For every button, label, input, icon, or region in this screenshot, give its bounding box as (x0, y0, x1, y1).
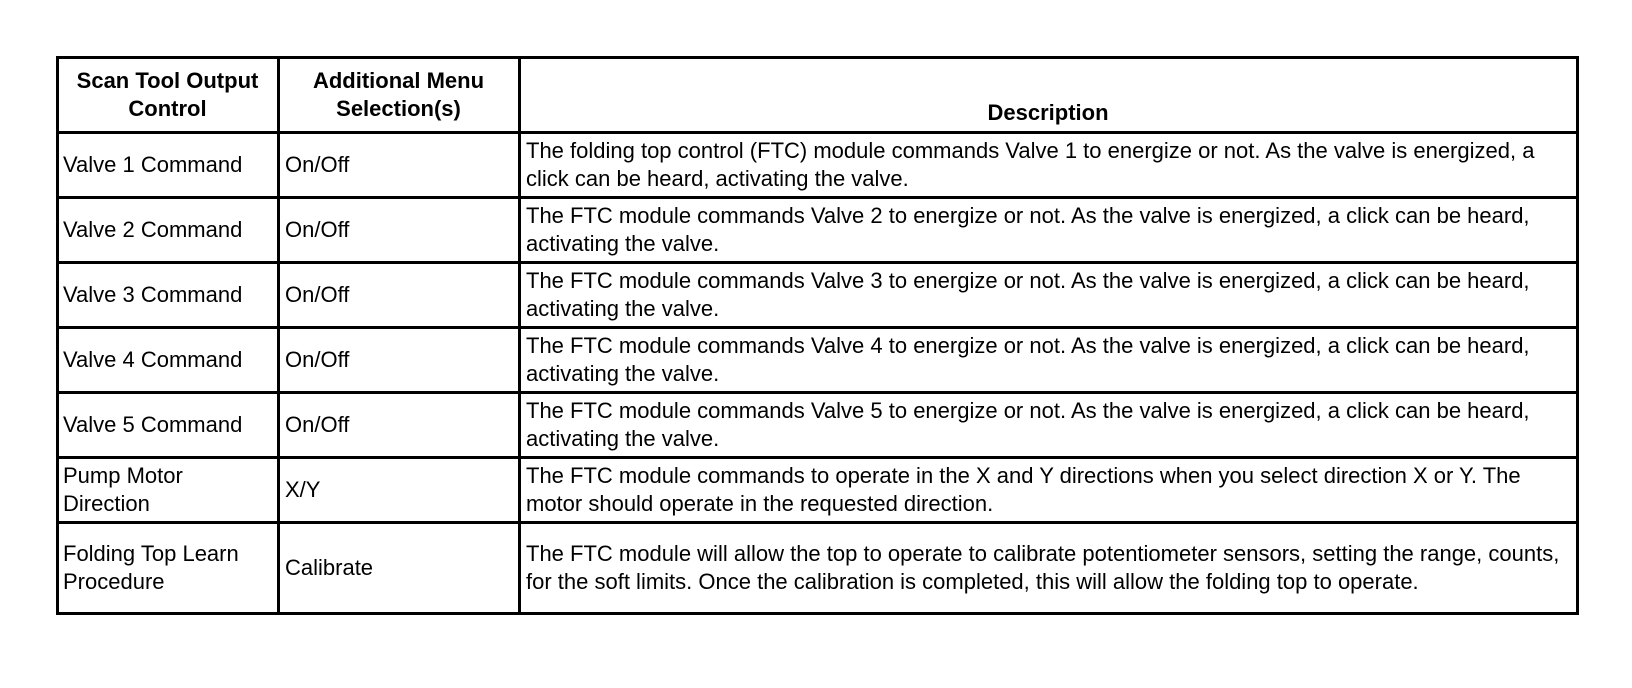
table-row (58, 328, 1578, 393)
cell-control: Folding Top Learn Procedure (58, 523, 279, 614)
cell-description: The FTC module commands Valve 3 to energize or not. As the valve is energized, a click can be heard, activating the valve. (520, 263, 1578, 328)
cell-control: Pump Motor Direction (58, 458, 279, 523)
cell-selection: On/Off (279, 133, 520, 198)
cell-selection: On/Off (279, 263, 520, 328)
table-row (58, 523, 1578, 614)
cell-control: Valve 5 Command (58, 393, 279, 458)
table-row (58, 393, 1578, 458)
cell-control: Valve 2 Command (58, 198, 279, 263)
table-row (58, 133, 1578, 198)
table-row (58, 263, 1578, 328)
output-control-table (56, 56, 1579, 615)
cell-selection: Calibrate (279, 523, 520, 614)
cell-description: The FTC module will allow the top to operate to calibrate potentiometer sensors, setting the range, counts, for the soft limits. Once the calibration is completed, this will allow the folding top to operate. (520, 523, 1578, 614)
cell-description: The FTC module commands to operate in the X and Y directions when you select direction X or Y. The motor should operate in the requested direction. (520, 458, 1578, 523)
cell-description: The FTC module commands Valve 2 to energize or not. As the valve is energized, a click can be heard, activating the valve. (520, 198, 1578, 263)
cell-selection: On/Off (279, 328, 520, 393)
cell-control: Valve 3 Command (58, 263, 279, 328)
table-body (58, 133, 1578, 614)
cell-description: The FTC module commands Valve 5 to energize or not. As the valve is energized, a click can be heard, activating the valve. (520, 393, 1578, 458)
header-additional-menu-selections: Additional Menu Selection(s) (279, 58, 520, 133)
header-scan-tool-output-control: Scan Tool Output Control (58, 58, 279, 133)
cell-control: Valve 4 Command (58, 328, 279, 393)
header-row (58, 58, 1578, 133)
header-description: Description (520, 58, 1578, 133)
cell-selection: On/Off (279, 198, 520, 263)
cell-description: The FTC module commands Valve 4 to energize or not. As the valve is energized, a click can be heard, activating the valve. (520, 328, 1578, 393)
table-row (58, 198, 1578, 263)
cell-control: Valve 1 Command (58, 133, 279, 198)
table-header (58, 58, 1578, 133)
output-control-table-container (56, 56, 1576, 615)
cell-selection: X/Y (279, 458, 520, 523)
table-row (58, 458, 1578, 523)
cell-selection: On/Off (279, 393, 520, 458)
cell-description: The folding top control (FTC) module commands Valve 1 to energize or not. As the valve is energized, a click can be heard, activating the valve. (520, 133, 1578, 198)
